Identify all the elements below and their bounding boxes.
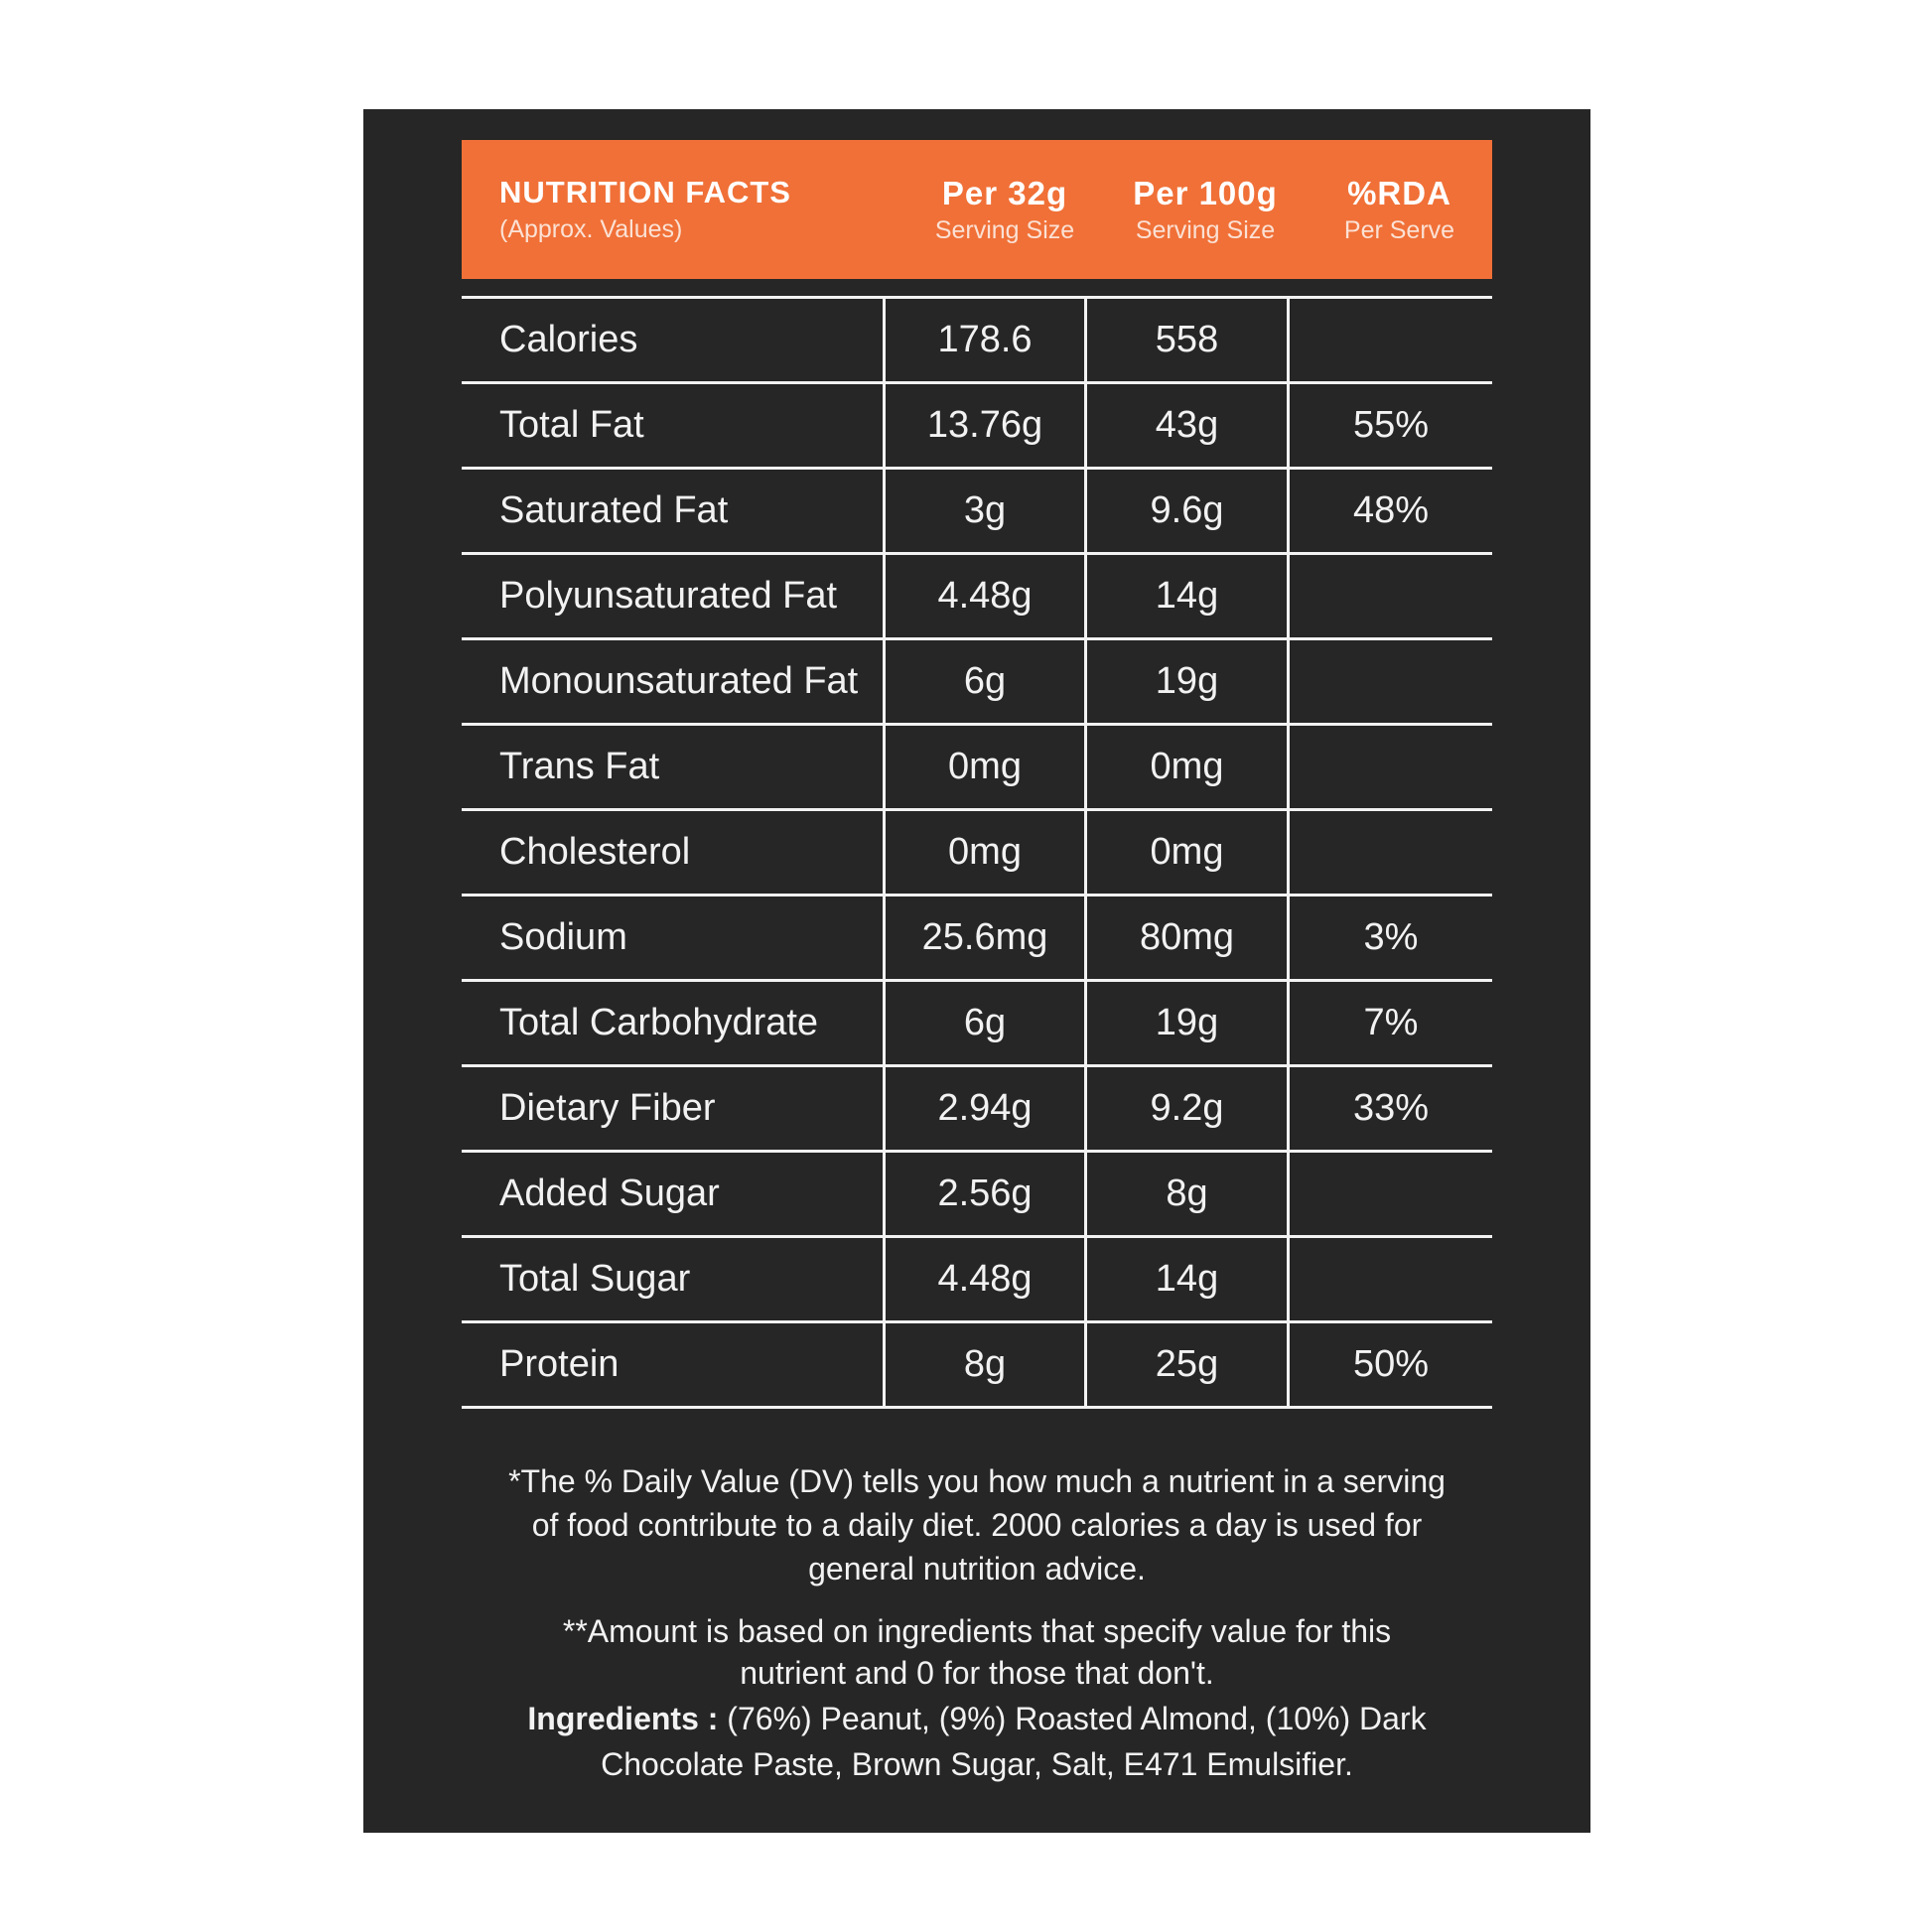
value-per32: 0mg	[886, 726, 1087, 808]
nutrient-name: Saturated Fat	[462, 470, 886, 552]
value-per100: 80mg	[1087, 897, 1290, 979]
value-per100: 25g	[1087, 1323, 1290, 1406]
value-per32: 2.56g	[886, 1153, 1087, 1235]
table-row	[462, 384, 1492, 470]
nutrition-header	[462, 140, 1492, 279]
value-per32: 3g	[886, 470, 1087, 552]
nutrient-name: Dietary Fiber	[462, 1067, 886, 1150]
table-row	[462, 982, 1492, 1067]
header-column-rda	[1307, 174, 1492, 247]
table-row	[462, 1238, 1492, 1323]
nutrition-table	[462, 296, 1492, 1409]
nutrient-name: Protein	[462, 1323, 886, 1406]
value-rda: 50%	[1352, 1343, 1430, 1385]
value-rda: 55%	[1352, 404, 1430, 446]
value-per32: 6g	[886, 640, 1087, 723]
header-column-per100	[1104, 174, 1307, 247]
nutrient-name: Total Sugar	[462, 1238, 886, 1320]
ingredients-label: Ingredients :	[527, 1701, 719, 1736]
value-per32: 178.6	[886, 299, 1087, 381]
nutrient-name: Sodium	[462, 897, 886, 979]
value-per32: 2.94g	[886, 1067, 1087, 1150]
value-per100: 19g	[1087, 640, 1290, 723]
header-column-main: Per 32g	[941, 175, 1068, 211]
value-per100: 0mg	[1087, 811, 1290, 894]
nutrient-name: Cholesterol	[462, 811, 886, 894]
value-per32: 6g	[886, 982, 1087, 1064]
value-per32: 8g	[886, 1323, 1087, 1406]
value-rda: 7%	[1363, 1002, 1419, 1043]
header-column-sub: Per Serve	[1343, 216, 1455, 244]
value-per100: 558	[1087, 299, 1290, 381]
value-per32: 25.6mg	[886, 897, 1087, 979]
header-title: NUTRITION FACTS	[499, 175, 791, 209]
header-subtitle: (Approx. Values)	[499, 215, 683, 243]
value-rda: 48%	[1352, 489, 1430, 531]
value-per100: 9.2g	[1087, 1067, 1290, 1150]
value-per100: 14g	[1087, 555, 1290, 637]
nutrient-name: Added Sugar	[462, 1153, 886, 1235]
table-row	[462, 897, 1492, 982]
value-per32: 0mg	[886, 811, 1087, 894]
header-column-sub: Serving Size	[934, 216, 1075, 244]
table-row	[462, 640, 1492, 726]
value-rda	[1290, 555, 1492, 637]
value-per100: 19g	[1087, 982, 1290, 1064]
header-column-sub: Serving Size	[1135, 216, 1276, 244]
table-row	[462, 299, 1492, 384]
ingredients-note	[501, 1696, 1452, 1787]
value-rda	[1290, 811, 1492, 894]
table-row	[462, 1067, 1492, 1153]
value-rda: 3%	[1363, 916, 1419, 958]
table-row	[462, 470, 1492, 555]
value-per100: 0mg	[1087, 726, 1290, 808]
value-rda	[1290, 1153, 1492, 1235]
value-rda	[1290, 726, 1492, 808]
value-per32: 4.48g	[886, 1238, 1087, 1320]
daily-value-note: *The % Daily Value (DV) tells you how much a nutrient in a serving of food contribute to a daily diet. 2000 calories a day is used for general nutrition advice.	[508, 1463, 1446, 1587]
value-per100: 8g	[1087, 1153, 1290, 1235]
value-per32: 4.48g	[886, 555, 1087, 637]
nutrient-name: Monounsaturated Fat	[462, 640, 886, 723]
nutrition-panel	[363, 109, 1590, 1833]
table-row	[462, 726, 1492, 811]
value-per100: 14g	[1087, 1238, 1290, 1320]
ingredients-text: (76%) Peanut, (9%) Roasted Almond, (10%) Dark Chocolate Paste, Brown Sugar, Salt, E471 Emulsifier.	[601, 1701, 1427, 1782]
value-per100: 9.6g	[1087, 470, 1290, 552]
table-row	[462, 555, 1492, 640]
table-row	[462, 1323, 1492, 1409]
header-column-main: %RDA	[1347, 175, 1451, 211]
table-row	[462, 811, 1492, 897]
value-per32: 13.76g	[886, 384, 1087, 467]
value-per100: 43g	[1087, 384, 1290, 467]
value-rda	[1290, 299, 1492, 381]
table-row	[462, 1153, 1492, 1238]
value-rda: 33%	[1352, 1087, 1430, 1129]
amount-note: **Amount is based on ingredients that specify value for this nutrient and 0 for those that don't.	[562, 1613, 1392, 1691]
nutrient-name: Trans Fat	[462, 726, 886, 808]
header-column-per32	[905, 174, 1104, 247]
nutrient-name: Total Carbohydrate	[462, 982, 886, 1064]
nutrient-name: Calories	[462, 299, 886, 381]
value-rda	[1290, 640, 1492, 723]
value-rda	[1290, 1238, 1492, 1320]
nutrient-name: Total Fat	[462, 384, 886, 467]
nutrient-name: Polyunsaturated Fat	[462, 555, 886, 637]
header-column-main: Per 100g	[1133, 175, 1278, 211]
